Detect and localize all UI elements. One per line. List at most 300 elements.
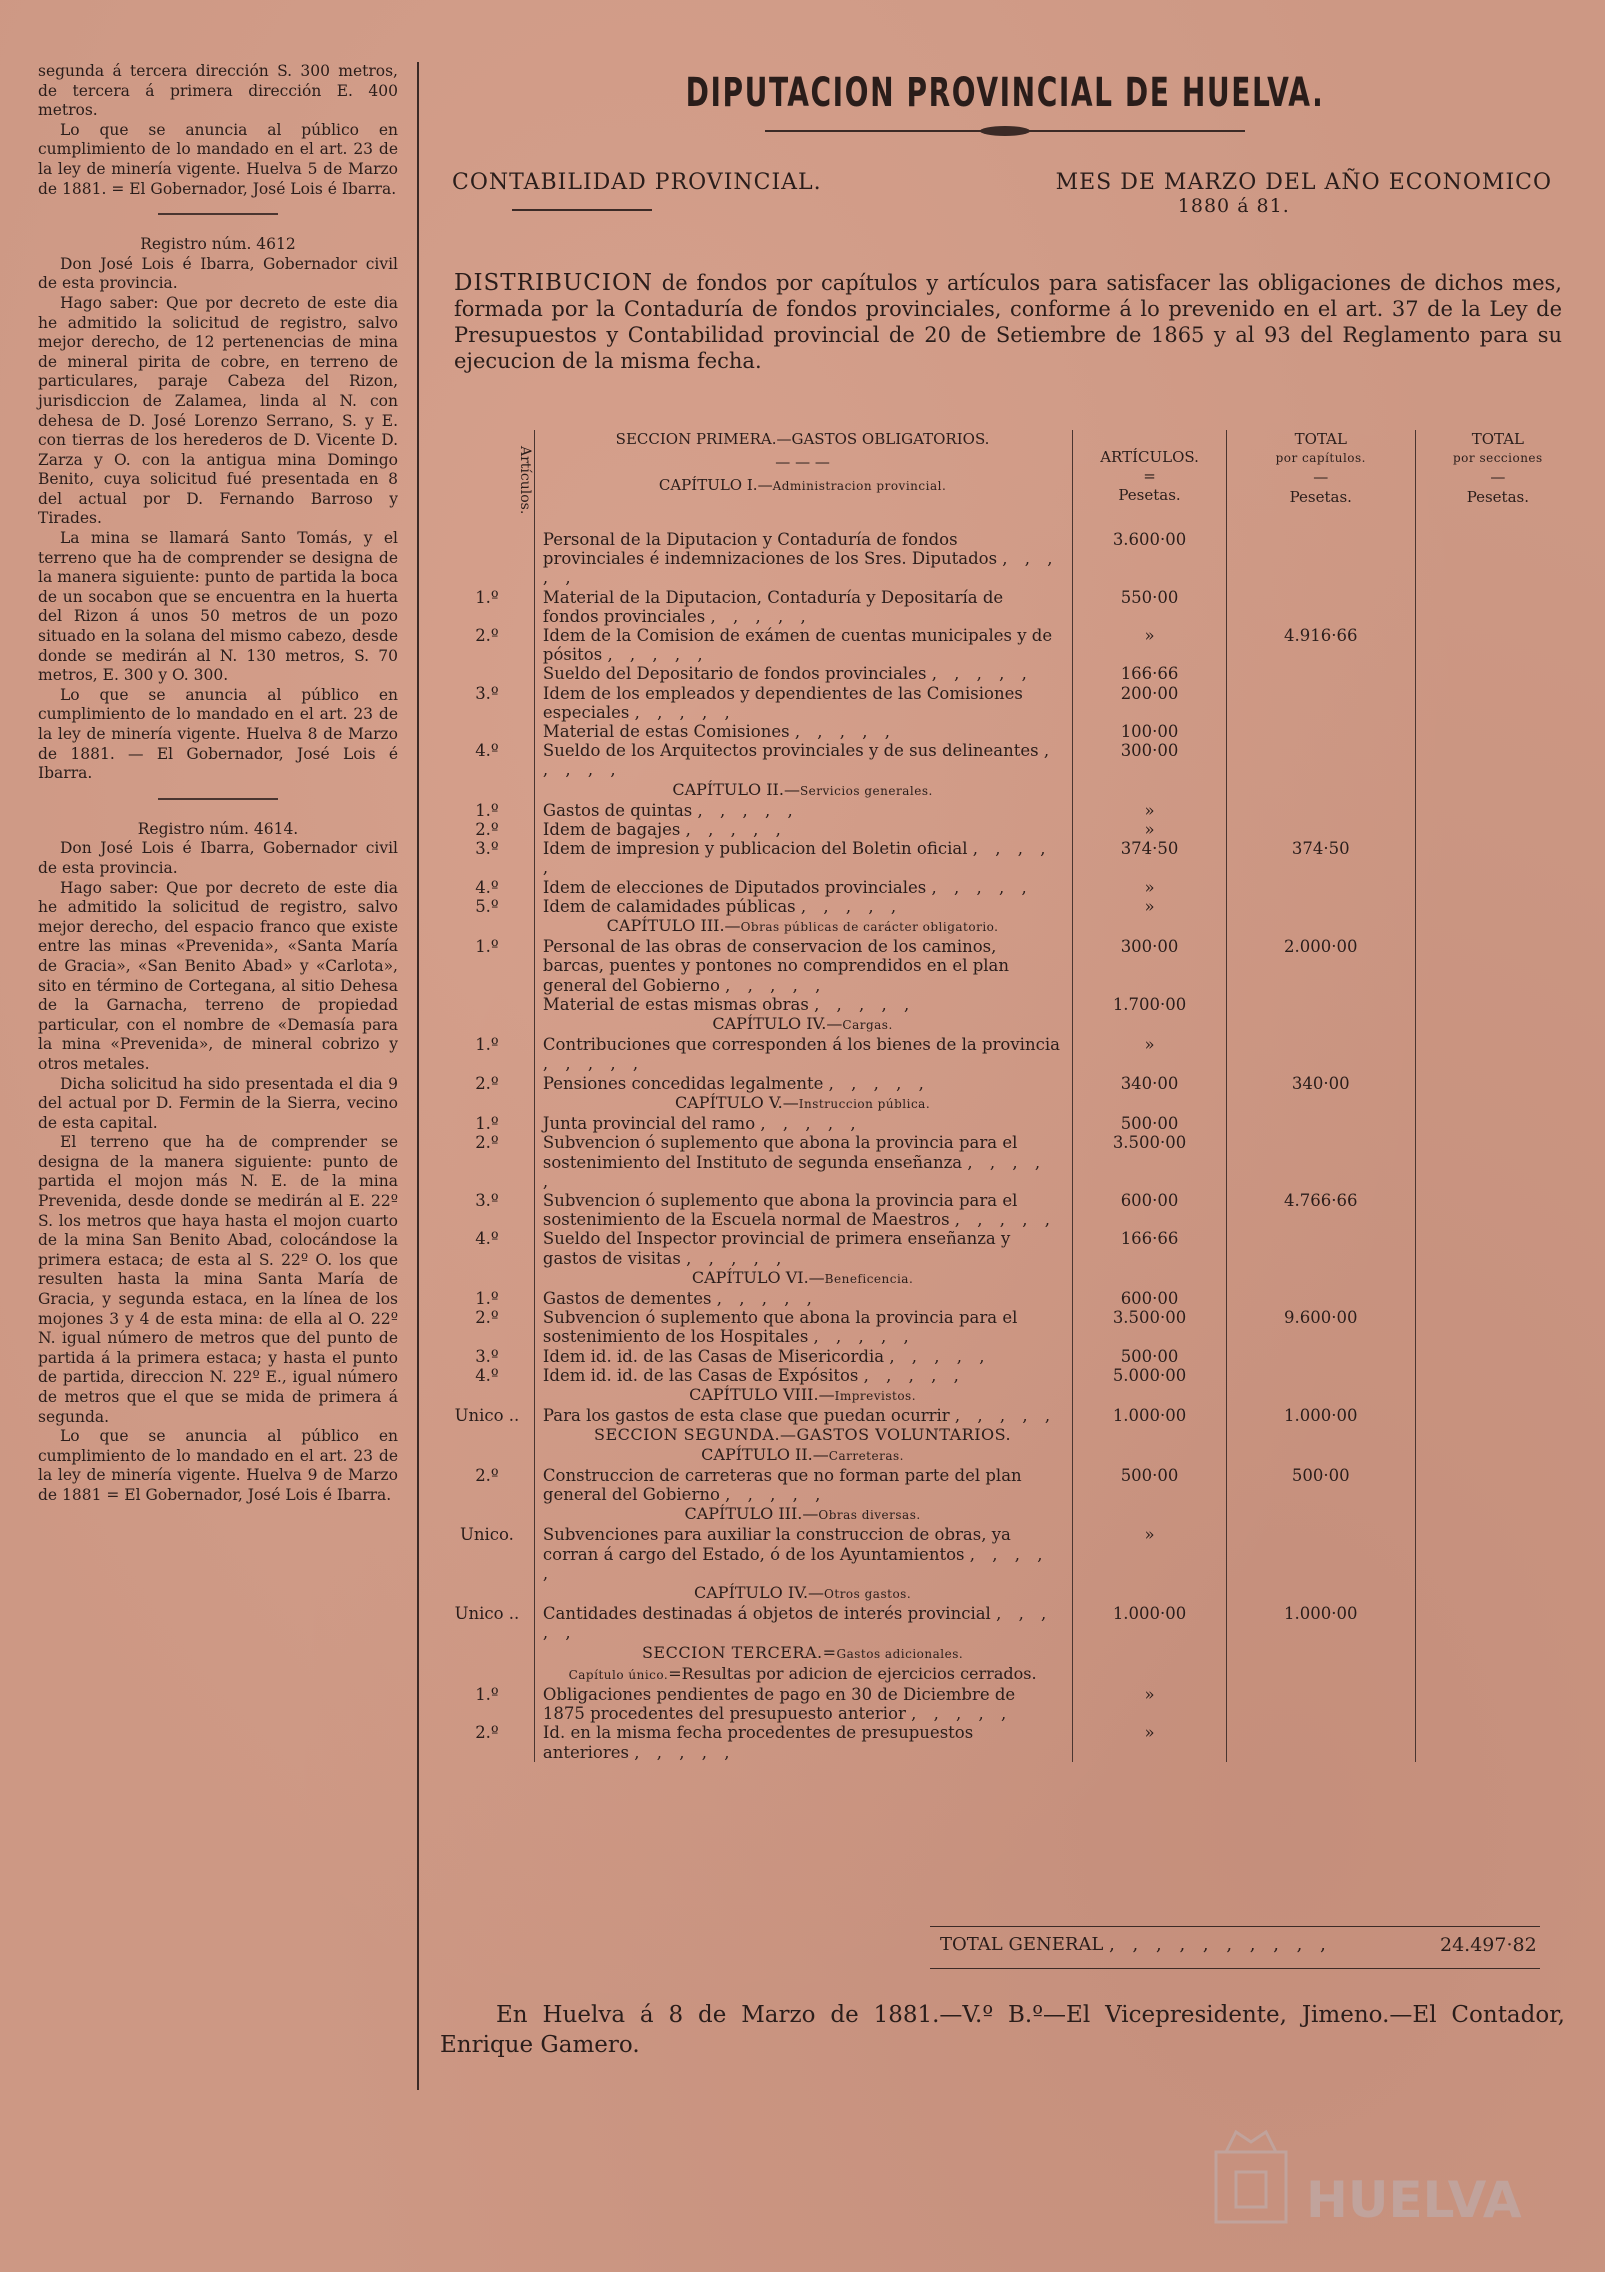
- total-label: TOTAL: [1471, 430, 1524, 448]
- section-total: [1415, 1347, 1580, 1366]
- article-number: 2.º: [475, 1133, 499, 1153]
- blank: [1226, 1504, 1415, 1525]
- blank: [1226, 916, 1415, 937]
- chapter-row: [440, 1093, 1580, 1114]
- blank: [1073, 1093, 1227, 1114]
- article-description: Material de estas mismas obras , , , , ,: [534, 995, 1072, 1014]
- article-description: Idem id. id. de las Casas de Expósitos , , , , ,: [534, 1366, 1072, 1385]
- table-row: [440, 1229, 1580, 1267]
- table-row: [440, 1074, 1580, 1093]
- blank: [1415, 780, 1580, 801]
- chapter-total: [1226, 878, 1415, 897]
- blank: [1415, 1014, 1580, 1035]
- article-number: 4.º: [475, 1229, 499, 1249]
- blank: [1073, 1445, 1227, 1466]
- table-row: [440, 937, 1580, 995]
- table-row: [440, 1191, 1580, 1229]
- article-number: 5.º: [475, 896, 499, 916]
- chapter-title: CAPÍTULO VI.—: [691, 1267, 825, 1287]
- article-number: 1.º: [475, 1684, 499, 1704]
- leader-dots: , , , , ,: [542, 1054, 645, 1074]
- blank: [1415, 916, 1580, 937]
- section-total: [1415, 530, 1580, 588]
- chapter-total: 4.916·66: [1226, 626, 1415, 664]
- article-description: Cantidades destinadas á objetos de interés provincial , , , , ,: [534, 1604, 1072, 1642]
- chapter-total: [1226, 897, 1415, 916]
- article-number: 1.º: [475, 800, 499, 820]
- blank: [1226, 1268, 1415, 1289]
- header-row: [440, 170, 1570, 250]
- chapter-total: [1226, 530, 1415, 588]
- leader-dots: , , , , ,: [828, 1073, 930, 1093]
- leader-dots: , , , , ,: [800, 896, 903, 916]
- chapter-total: [1226, 1133, 1415, 1191]
- chapter-row: [440, 1385, 1580, 1406]
- column-divider: [417, 62, 419, 2090]
- seal-text: HUELVA: [1306, 2171, 1522, 2229]
- chapter-title: CAPÍTULO III.—: [684, 1504, 819, 1524]
- notice-text: segunda á tercera dirección S. 300 metros, de tercera á primera dirección E. 400 metros.: [38, 62, 398, 120]
- table-row: [440, 1604, 1580, 1642]
- currency-label: Pesetas.: [1118, 486, 1181, 505]
- leader-dots: , , , , ,: [542, 741, 1056, 780]
- section-total: [1415, 897, 1580, 916]
- chapter-row-part: =Resultas por adicion de ejercicios cerrados.: [668, 1663, 1037, 1683]
- total-label: TOTAL GENERAL , , , , , , , , , ,: [940, 1934, 1332, 1955]
- table-row: [440, 1466, 1580, 1504]
- article-description: Material de estas Comisiones , , , , ,: [534, 722, 1072, 741]
- chapter-subtitle: Cargas.: [842, 1018, 893, 1033]
- article-description: Obligaciones pendientes de pago en 30 de Diciembre de 1875 procedentes del presupuesto anterior , , , , ,: [534, 1685, 1072, 1723]
- chapter-total: [1226, 1114, 1415, 1133]
- total-value: 24.497·82: [1440, 1934, 1537, 1956]
- article-description: Idem de los empleados y dependientes de las Comisiones especiales , , , , ,: [534, 684, 1072, 722]
- article-description: Idem de impresion y publicacion del Boletin oficial , , , , ,: [534, 839, 1072, 877]
- chapter-total: 9.600·00: [1226, 1308, 1415, 1346]
- chapter-heading: [534, 916, 1072, 937]
- chapter-heading: [534, 1583, 1072, 1604]
- section-total: [1415, 1074, 1580, 1093]
- chapter-row: [440, 1664, 1580, 1685]
- closing-signature: En Huelva á 8 de Marzo de 1881.—V.º B.º—El Vicepresidente, Jimeno.—El Contador, Enrique Gamero.: [440, 2002, 1565, 2058]
- article-number: 2.º: [475, 1073, 499, 1093]
- article-amount: 3.500·00: [1073, 1308, 1227, 1346]
- leader-dots: , , , , ,: [710, 606, 812, 626]
- chapter-total: [1226, 741, 1415, 779]
- table-row: [440, 1289, 1580, 1308]
- table-row: [440, 530, 1580, 588]
- article-description: Idem de bagajes , , , , ,: [534, 820, 1072, 839]
- chapter-subtitle: Obras públicas de carácter obligatorio.: [740, 920, 999, 935]
- section-total: [1415, 1525, 1580, 1583]
- blank: [440, 1583, 534, 1604]
- leader-dots: , , , , ,: [863, 1365, 965, 1385]
- blank: [1415, 1093, 1580, 1114]
- table-row: [440, 1347, 1580, 1366]
- chapter-title: CAPÍTULO II.—: [701, 1444, 829, 1464]
- article-amount: 500·00: [1073, 1114, 1227, 1133]
- blank: [440, 1425, 534, 1444]
- article-description: Material de la Diputacion, Contaduría y Depositaría de fondos provinciales , , , , ,: [534, 588, 1072, 626]
- article-number: 4.º: [475, 1365, 499, 1385]
- section-total: [1415, 1308, 1580, 1346]
- table-body: [440, 530, 1580, 1762]
- table-row: [440, 1525, 1580, 1583]
- article-amount: »: [1073, 897, 1227, 916]
- leader-dots: , , , , ,: [686, 1248, 788, 1268]
- section-total: [1415, 1466, 1580, 1504]
- section-heading: [440, 1425, 1580, 1444]
- article-amount: 600·00: [1073, 1191, 1227, 1229]
- leader-dots: , , , , ,: [542, 1152, 1047, 1191]
- blank: [1415, 1664, 1580, 1685]
- notice-text: Lo que se anuncia al público en cumplimiento de lo mandado en el art. 23 de la ley de minería vigente. Huelva 5 de Marzo de 1881. = El Gobernador, José Lois é Ibarra.: [38, 120, 398, 198]
- article-number: 1.º: [475, 1035, 499, 1055]
- table-row: [440, 801, 1580, 820]
- registry-body: La mina se llamará Santo Tomás, y el terreno que ha de comprender se designa de la manera siguiente: punto de partida la boca de un socabon que se encuentra en la huerta del Rizon á unos 50 metros de un pozo situado en la solana del mismo cabezo, desde donde se medirán al N. 130 metros, S. 70 metros, E. 300 y O. 300.: [38, 529, 398, 685]
- chapter-title: CAPÍTULO II.—: [672, 779, 800, 799]
- blank: [1073, 1425, 1227, 1444]
- article-description: Gastos de quintas , , , , ,: [534, 801, 1072, 820]
- article-number: Unico.: [459, 1525, 514, 1545]
- article-number: 2.º: [475, 1723, 499, 1743]
- blank: [440, 1664, 534, 1685]
- currency-label: Pesetas.: [1289, 487, 1352, 506]
- blank: [440, 1014, 534, 1035]
- blank: [1226, 1093, 1415, 1114]
- article-number: 1.º: [475, 1114, 499, 1134]
- chapter-total: [1226, 1229, 1415, 1267]
- table-row: [440, 878, 1580, 897]
- leader-dots: , , , , ,: [760, 1114, 862, 1134]
- table-row: [440, 820, 1580, 839]
- separator: [158, 798, 278, 800]
- blank: [1073, 1504, 1227, 1525]
- chapter-subtitle: Servicios generales.: [799, 783, 933, 798]
- title-ornament: [765, 130, 1245, 132]
- chapter-title: CAPÍTULO VIII.—: [689, 1384, 835, 1404]
- chapter-total: 2.000·00: [1226, 937, 1415, 995]
- article-description: Sueldo del Inspector provincial de primera enseñanza y gastos de visitas , , , , ,: [534, 1229, 1072, 1267]
- chapter-total: 1.000·00: [1226, 1604, 1415, 1642]
- article-description: Subvencion ó suplemento que abona la provincia para el sostenimiento de la Escuela normal de Maestros , , , , ,: [534, 1191, 1072, 1229]
- article-description: Personal de las obras de conservacion de los caminos, barcas, puentes y pontones no comprendidos en el plan general del Gobierno , , , , ,: [534, 937, 1072, 995]
- article-number: 4.º: [475, 741, 499, 761]
- blank: [440, 1445, 534, 1466]
- article-number: Unico ..: [454, 1406, 520, 1426]
- underline: [512, 209, 652, 211]
- leader-dots: , , , , ,: [889, 1346, 991, 1366]
- blank: [1226, 1014, 1415, 1035]
- leader-dots: , , , , ,: [634, 702, 736, 722]
- article-number: 3.º: [475, 1190, 499, 1210]
- chapter-row: [440, 780, 1580, 801]
- chapter-total: [1226, 588, 1415, 626]
- articles-label: ARTÍCULOS.: [1100, 448, 1199, 466]
- total-rule: [930, 1926, 1540, 1927]
- section-title: SECCION PRIMERA.—GASTOS OBLIGATORIOS.: [615, 430, 990, 448]
- chapter-title: CAPÍTULO I.—: [658, 476, 773, 495]
- section-total: [1415, 1406, 1580, 1425]
- article-description: Sueldo de los Arquitectos provinciales y de sus delineantes , , , , ,: [534, 741, 1072, 779]
- leader-dots: , , , , ,: [813, 1327, 915, 1347]
- chapter-row: [440, 1268, 1580, 1289]
- article-description: Construccion de carreteras que no forman parte del plan general del Gobierno , , , , ,: [534, 1466, 1072, 1504]
- section-total: [1415, 1366, 1580, 1385]
- section-total: [1415, 684, 1580, 722]
- registry-title: Registro núm. 4612: [140, 235, 296, 254]
- total-rule: [930, 1968, 1540, 1969]
- blank: [1073, 1643, 1227, 1664]
- blank: [440, 780, 534, 801]
- registry-body: Hago saber: Que por decreto de este dia he admitido la solicitud de registro, salvo mejor derecho, de 12 pertenencias de mina de mineral pirita de cobre, en terreno de particulares, paraje Cabeza del Rizon, jurisdiccion de Zalamea, linda al N. con dehesa de D. José Lorenzo Serrano, S. y E. con tierras de los herederos de D. Vicente D. Zarza y O. con la antigua mina Domingo Benito, cuya solicitud fué presentada en 8 del actual por D. Fernando Barroso y Tirades.: [38, 293, 398, 528]
- section-total: [1415, 1289, 1580, 1308]
- article-amount: 200·00: [1073, 684, 1227, 722]
- leader-dots: , , , , ,: [542, 549, 1059, 588]
- section-total: [1415, 1685, 1580, 1723]
- section-total: [1415, 1723, 1580, 1761]
- chapter-heading: [534, 1445, 1072, 1466]
- article-number: [440, 664, 534, 683]
- blank: [1226, 780, 1415, 801]
- article-description: Subvencion ó suplemento que abona la provincia para el sostenimiento del Instituto de segunda enseñanza , , , , ,: [534, 1133, 1072, 1191]
- blank: [1226, 1385, 1415, 1406]
- section-heading: [440, 1643, 1580, 1664]
- articulos-header: Artículos.: [516, 445, 533, 515]
- article-amount: »: [1073, 878, 1227, 897]
- article-number: [440, 995, 534, 1014]
- department-label: CONTABILIDAD PROVINCIAL.: [452, 170, 822, 195]
- intro-text: de fondos por capítulos y artículos para satisfacer las obligaciones de dichos mes, formada por la Contaduría de fondos provinciales, conforme á lo prevenido en el art. 37 de la Ley de Presupuestos y Contabilidad provincial de 20 de Setiembre de 1865 y al 93 del Reglamento para su ejecucion de la misma fecha.: [454, 271, 1562, 373]
- section-total: [1415, 1191, 1580, 1229]
- article-description: Personal de la Diputacion y Contaduría de fondos provinciales é indemnizaciones de los Sres. Diputados , , , , ,: [534, 530, 1072, 588]
- blank: [1073, 780, 1227, 801]
- section-total: [1415, 937, 1580, 995]
- article-number: 2.º: [475, 1308, 499, 1328]
- article-amount: 166·66: [1073, 1229, 1227, 1267]
- article-number: [440, 722, 534, 741]
- table-row: [440, 1308, 1580, 1346]
- chapter-row: [440, 1583, 1580, 1604]
- section-heading-part: Gastos adicionales.: [836, 1646, 964, 1661]
- table-row: [440, 741, 1580, 779]
- table-row: [440, 1366, 1580, 1385]
- chapter-row: [440, 1014, 1580, 1035]
- section-total: [1415, 664, 1580, 683]
- leader-dots: , , , , ,: [814, 994, 916, 1014]
- chapter-subtitle: Imprevistos.: [834, 1388, 917, 1403]
- article-amount: 166·66: [1073, 664, 1227, 683]
- article-amount: »: [1073, 1723, 1227, 1761]
- section-total: [1415, 1114, 1580, 1133]
- leader-dots: , , , , ,: [716, 1288, 818, 1308]
- by-section-label: por secciones: [1452, 451, 1543, 466]
- blank: [1073, 1385, 1227, 1406]
- section-heading-text: SECCION SEGUNDA.—GASTOS VOLUNTARIOS.: [534, 1425, 1072, 1444]
- chapter-row: [440, 916, 1580, 937]
- blank: [1415, 1425, 1580, 1444]
- blank: [440, 1093, 534, 1114]
- table-row: [440, 684, 1580, 722]
- table-row: [440, 897, 1580, 916]
- article-description: Junta provincial del ramo , , , , ,: [534, 1114, 1072, 1133]
- article-number: 1.º: [475, 587, 499, 607]
- section-total: [1415, 878, 1580, 897]
- total-general-label: TOTAL GENERAL: [940, 1934, 1104, 1955]
- chapter-row-part: Capítulo único.: [568, 1667, 669, 1682]
- leader-dots: , , , , ,: [725, 975, 827, 995]
- budget-table: [440, 430, 1580, 1762]
- left-column: [38, 62, 398, 1506]
- blank: [1226, 1583, 1415, 1604]
- intro-paragraph: [440, 270, 1570, 374]
- registry-body: Hago saber: Que por decreto de este dia he admitido la solicitud de registro, salvo mejor derecho, del espacio franco que existe entre las minas «Prevenida», «Santa María de Gracia», «San Benito Abad» y «Carlota», sito en término de Cortegana, al sitio Dehesa de la Garnacha, terreno de propiedad particular, con el nombre de «Demasía para la mina «Prevenida», de mineral cobrizo y otros metales.: [38, 878, 398, 1073]
- leader-dots: , , , , ,: [725, 1484, 827, 1504]
- leader-dots: , , , , ,: [794, 722, 897, 742]
- article-number: 2.º: [475, 1465, 499, 1485]
- article-amount: 3.500·00: [1073, 1133, 1227, 1191]
- blank: [1415, 1504, 1580, 1525]
- leader-dots: , , , , ,: [931, 877, 1033, 897]
- registry-title: Registro núm. 4614.: [137, 819, 299, 838]
- blank: [1415, 1583, 1580, 1604]
- chapter-total: [1226, 820, 1415, 839]
- article-amount: 3.600·00: [1073, 530, 1227, 588]
- article-number: 3.º: [475, 683, 499, 703]
- table-row: [440, 588, 1580, 626]
- month-label: MES DE MARZO DEL AÑO ECONOMICO: [1055, 170, 1552, 195]
- blank: [1073, 1268, 1227, 1289]
- header-left: [452, 170, 822, 211]
- chapter-total: [1226, 664, 1415, 683]
- budget-header: [440, 62, 1570, 374]
- section-total: [1415, 1133, 1580, 1191]
- chapter-subtitle: Administracion provincial.: [772, 479, 947, 494]
- intro-lead: DISTRIBUCION: [454, 270, 653, 296]
- chapter-title: CAPÍTULO IV.—: [694, 1582, 825, 1602]
- chapter-title: CAPÍTULO III.—: [606, 916, 741, 936]
- blank: [1073, 1583, 1227, 1604]
- chapter-total: [1226, 801, 1415, 820]
- leader-dots: , , , , ,: [954, 1210, 1057, 1230]
- section-total: [1415, 588, 1580, 626]
- article-description: Idem de la Comision de exámen de cuentas municipales y de pósitos , , , , ,: [534, 626, 1072, 664]
- blank: [440, 916, 534, 937]
- chapter-subtitle: Carreteras.: [828, 1448, 904, 1463]
- blank: [440, 1504, 534, 1525]
- article-number: 1.º: [475, 937, 499, 957]
- article-number: 3.º: [475, 839, 499, 859]
- chapter-heading: [534, 1093, 1072, 1114]
- table-header-row: [440, 430, 1580, 530]
- chapter-heading: [534, 1014, 1072, 1035]
- chapter-subtitle: Otros gastos.: [824, 1586, 912, 1601]
- leader-dots: , , , , ,: [542, 1604, 1053, 1643]
- articles-header: ARTÍCULOS. = Pesetas.: [1073, 430, 1227, 530]
- section-heading-text: [534, 1643, 1072, 1664]
- description-header: SECCION PRIMERA.—GASTOS OBLIGATORIOS. — — — CAPÍTULO I.—Administracion provincial.: [534, 430, 1072, 530]
- table-row: [440, 1114, 1580, 1133]
- registry-body: Dicha solicitud ha sido presentada el dia 9 del actual por D. Fermin de la Sierra, vecino de esta capital.: [38, 1074, 398, 1132]
- chapter-title: CAPÍTULO V.—: [675, 1092, 799, 1112]
- article-amount: 550·00: [1073, 588, 1227, 626]
- chapter-total: [1226, 1347, 1415, 1366]
- chapter-subtitle: Beneficencia.: [824, 1271, 914, 1286]
- leader-dots: , , , , ,: [911, 1704, 1013, 1724]
- section-total: [1415, 1604, 1580, 1642]
- article-description: Para los gastos de esta clase que puedan ocurrir , , , , ,: [534, 1406, 1072, 1425]
- currency-label: Pesetas.: [1466, 487, 1529, 506]
- by-chapter-label: por capítulos.: [1275, 451, 1366, 466]
- chapter-row: [440, 1445, 1580, 1466]
- leader-dots: , , , , ,: [634, 1742, 736, 1762]
- registry-head: Don José Lois é Ibarra, Gobernador civil de esta provincia.: [38, 254, 398, 293]
- leader-dots: , , , , ,: [685, 820, 787, 840]
- article-number: 4.º: [475, 877, 499, 897]
- article-amount: 5.000·00: [1073, 1366, 1227, 1385]
- table-row: [440, 626, 1580, 664]
- separator: [158, 213, 278, 215]
- article-amount: 500·00: [1073, 1347, 1227, 1366]
- chapter-total: [1226, 1525, 1415, 1583]
- article-description: Sueldo del Depositario de fondos provinciales , , , , ,: [534, 664, 1072, 683]
- chapter-total: [1226, 1366, 1415, 1385]
- chapter-total: [1226, 1289, 1415, 1308]
- table-row: [440, 995, 1580, 1014]
- blank: [1226, 1664, 1415, 1685]
- article-amount: 500·00: [1073, 1466, 1227, 1504]
- section-total: [1415, 1035, 1580, 1073]
- article-number: Unico ..: [454, 1604, 520, 1624]
- total-label: TOTAL: [1294, 430, 1347, 448]
- section-total: [1415, 741, 1580, 779]
- section-total: [1415, 995, 1580, 1014]
- article-description: Id. en la misma fecha procedentes de presupuestos anteriores , , , , ,: [534, 1723, 1072, 1761]
- article-description: Subvencion ó suplemento que abona la provincia para el sostenimiento de los Hospitales , , , , ,: [534, 1308, 1072, 1346]
- article-amount: 300·00: [1073, 741, 1227, 779]
- article-number: 2.º: [475, 820, 499, 840]
- leader-dots: , , , , ,: [954, 1406, 1057, 1426]
- chapters-header: TOTAL por capítulos. — Pesetas.: [1226, 430, 1415, 530]
- table-row: [440, 722, 1580, 741]
- section-total: [1415, 839, 1580, 877]
- section-total: [1415, 820, 1580, 839]
- section-total: [1415, 722, 1580, 741]
- section-total: [1415, 626, 1580, 664]
- chapter-heading: [534, 1504, 1072, 1525]
- blank: [1415, 1268, 1580, 1289]
- blank: [440, 1643, 534, 1664]
- registry-body: Lo que se anuncia al público en cumplimiento de lo mandado en el art. 23 de la ley de minería vigente. Huelva 9 de Marzo de 1881 = El Gobernador, José Lois é Ibarra.: [38, 1427, 398, 1504]
- section-heading-part: SECCION TERCERA.=: [641, 1642, 837, 1662]
- registry-body: Lo que se anuncia al público en cumplimiento de lo mandado en el art. 23 de la ley de minería vigente. Huelva 8 de Marzo de 1881. — El Gobernador, José Lois é Ibarra.: [38, 685, 398, 783]
- article-amount: »: [1073, 1035, 1227, 1073]
- chapter-total: [1226, 1035, 1415, 1073]
- article-description: Idem id. id. de las Casas de Misericordia , , , , ,: [534, 1347, 1072, 1366]
- table-row: [440, 839, 1580, 877]
- chapter-title: CAPÍTULO IV.—: [712, 1014, 843, 1034]
- leader-dots: , , , , ,: [931, 664, 1033, 684]
- blank: [1415, 1643, 1580, 1664]
- leader-dots: , , , , ,: [607, 645, 709, 665]
- chapter-total: 340·00: [1226, 1074, 1415, 1093]
- table-row: [440, 1685, 1580, 1723]
- chapter-total: [1226, 684, 1415, 722]
- article-description: Subvenciones para auxiliar la construccion de obras, ya corran á cargo del Estado, ó de los Ayuntamientos , , , , ,: [534, 1525, 1072, 1583]
- chapter-subtitle: Instruccion pública.: [798, 1096, 931, 1111]
- blank: [1226, 1425, 1415, 1444]
- blank: [1073, 1664, 1227, 1685]
